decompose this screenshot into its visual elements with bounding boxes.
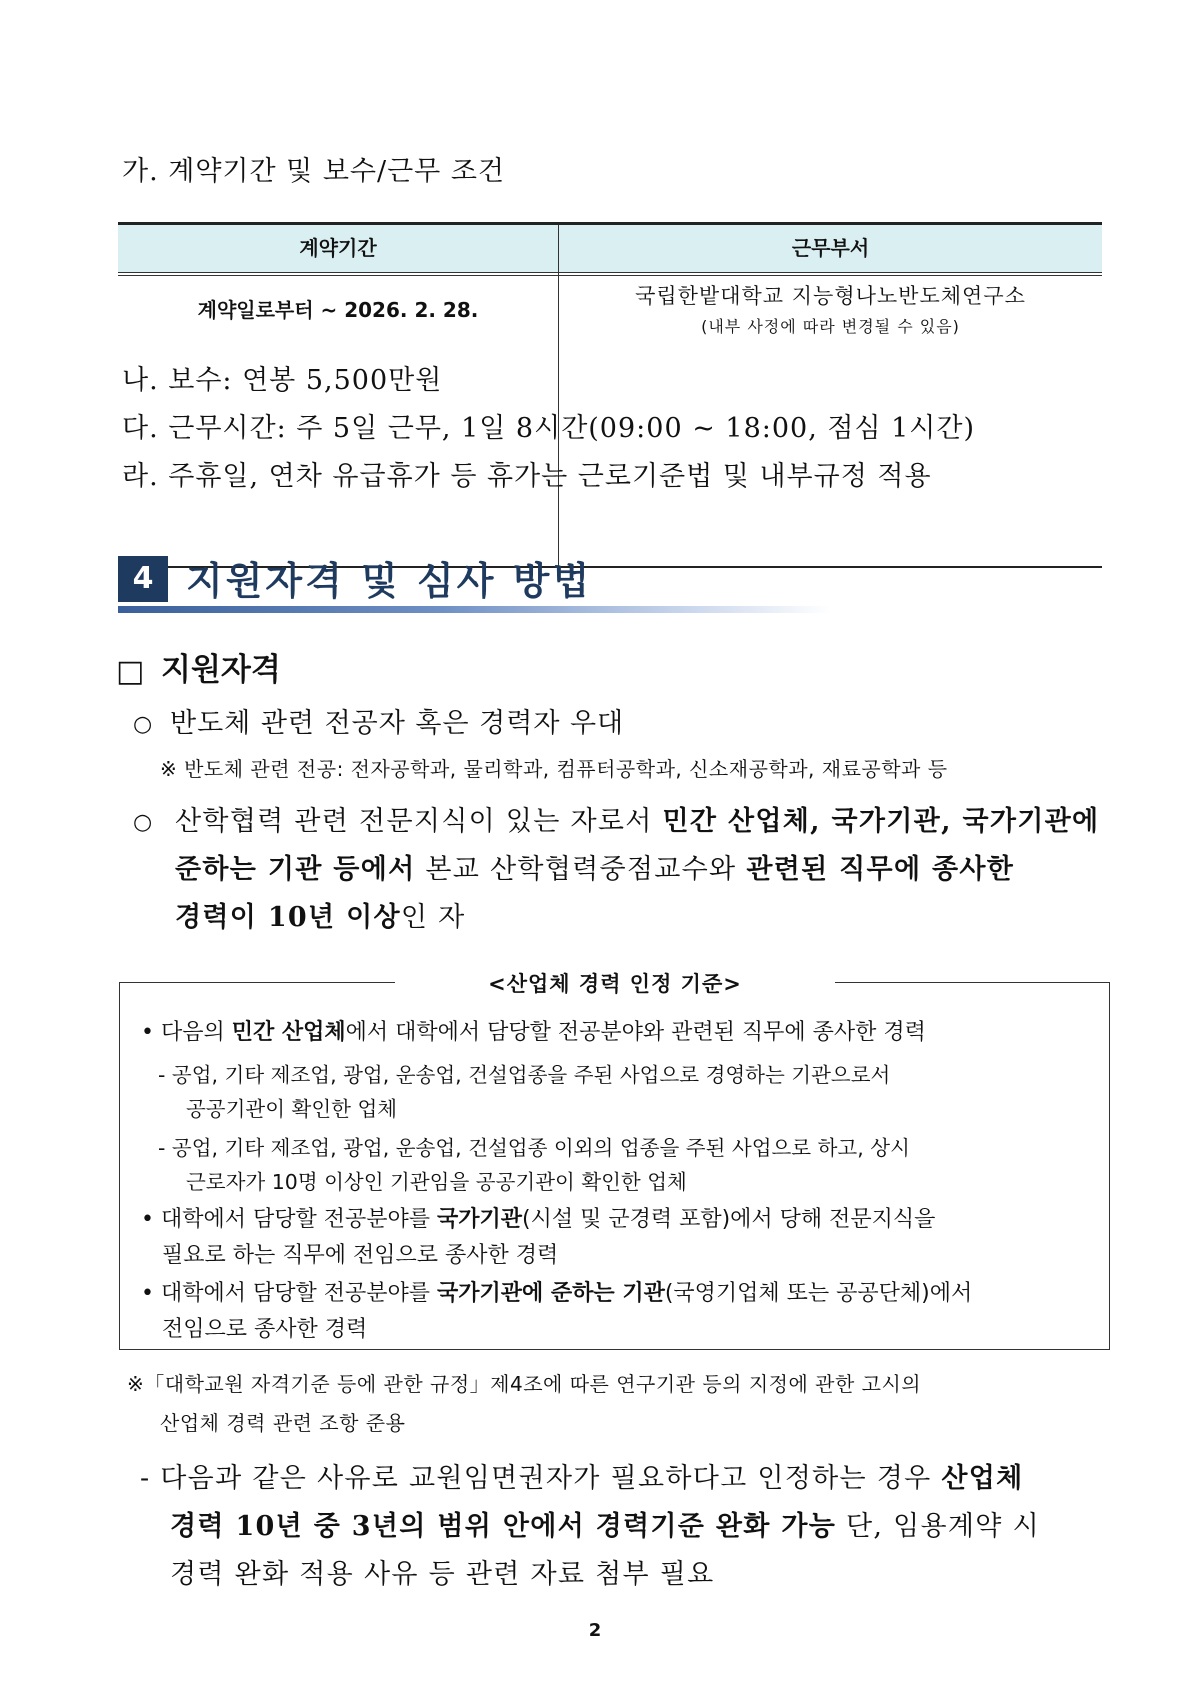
criteria-bullet-2-line-2: 필요로 하는 직무에 전임으로 종사한 경력: [162, 1243, 559, 1268]
table-cell-department-note: (내부 사정에 따라 변경될 수 있음): [701, 317, 960, 336]
checkbox-icon: □: [116, 654, 145, 689]
relax-line-3: 경력 완화 적용 사유 등 관련 자료 첨부 필요: [170, 1559, 715, 1590]
circle-bullet-icon: ○: [133, 712, 153, 737]
table-cell-department: 국립한밭대학교 지능형나노반도체연구소: [635, 284, 1026, 308]
relax-line-2: 경력 10년 중 3년의 범위 안에서 경력기준 완화 가능 단, 임용계약 시: [170, 1511, 1040, 1542]
criteria-bullet-2: • 대학에서 담당할 전공분야를 국가기관(시설 및 군경력 포함)에서 당해 전문지식을: [141, 1207, 936, 1232]
section-number: 4: [118, 556, 168, 602]
criteria-dash-1-line-1: - 공업, 기타 제조업, 광업, 운송업, 건설업종을 주된 사업으로 경영하는 기관으로서: [158, 1063, 891, 1087]
qualification-line-3: 경력이 10년 이상인 자: [175, 902, 466, 933]
section-title: 지원자격 및 심사 방법: [186, 559, 593, 603]
qualification-heading: 지원자격: [161, 652, 281, 688]
qualification-line-2: 준하는 기관 등에서 본교 산학협력중점교수와 관련된 직무에 종사한: [175, 854, 1015, 885]
section-underline: [118, 606, 830, 613]
qualification-line-1: 산학협력 관련 전문지식이 있는 자로서 민간 산업체, 국가기관, 국가기관에: [175, 806, 1100, 837]
salary-item: 나. 보수: 연봉 5,500만원: [122, 365, 443, 396]
criteria-bullet-3-line-2: 전임으로 종사한 경력: [162, 1317, 368, 1342]
footnote-line-2: 산업체 경력 관련 조항 준용: [160, 1411, 406, 1435]
contract-heading: 가. 계약기간 및 보수/근무 조건: [122, 156, 505, 187]
major-note: ※ 반도체 관련 전공: 전자공학과, 물리학과, 컴퓨터공학과, 신소재공학과, 재료공학과 등: [160, 757, 948, 781]
page-number: 2: [588, 1620, 602, 1641]
qualification-preferred: 반도체 관련 전공자 혹은 경력자 우대: [170, 708, 625, 739]
holidays-item: 라. 주휴일, 연차 유급휴가 등 휴가는 근로기준법 및 내부규정 적용: [122, 461, 932, 492]
footnote-line-1: ※「대학교원 자격기준 등에 관한 규정」제4조에 따른 연구기관 등의 지정에 관한 고시의: [127, 1372, 922, 1396]
criteria-dash-2-line-2: 근로자가 10명 이상인 기관임을 공공기관이 확인한 업체: [186, 1170, 687, 1194]
table-header-period: 계약기간: [299, 236, 377, 260]
criteria-box-title: <산업체 경력 인정 기준>: [488, 972, 742, 996]
table-cell-period: 계약일로부터 ~ 2026. 2. 28.: [197, 298, 479, 322]
relax-line-1: - 다음과 같은 사유로 교원임면권자가 필요하다고 인정하는 경우 산업체: [140, 1463, 1024, 1494]
table-header-department: 근무부서: [791, 236, 870, 260]
criteria-dash-2-line-1: - 공업, 기타 제조업, 광업, 운송업, 건설업종 이외의 업종을 주된 사업으로 하고, 상시: [158, 1136, 910, 1160]
criteria-bullet-3: • 대학에서 담당할 전공분야를 국가기관에 준하는 기관(국영기업체 또는 공공단체)에서: [141, 1281, 973, 1306]
criteria-dash-1-line-2: 공공기관이 확인한 업체: [186, 1097, 398, 1121]
criteria-bullet-1: • 다음의 민간 산업체에서 대학에서 담당할 전공분야와 관련된 직무에 종사한 경력: [141, 1020, 926, 1045]
working-hours-item: 다. 근무시간: 주 5일 근무, 1일 8시간(09:00 ~ 18:00, 점심 1시간): [122, 413, 976, 444]
circle-bullet-icon: ○: [133, 810, 153, 835]
